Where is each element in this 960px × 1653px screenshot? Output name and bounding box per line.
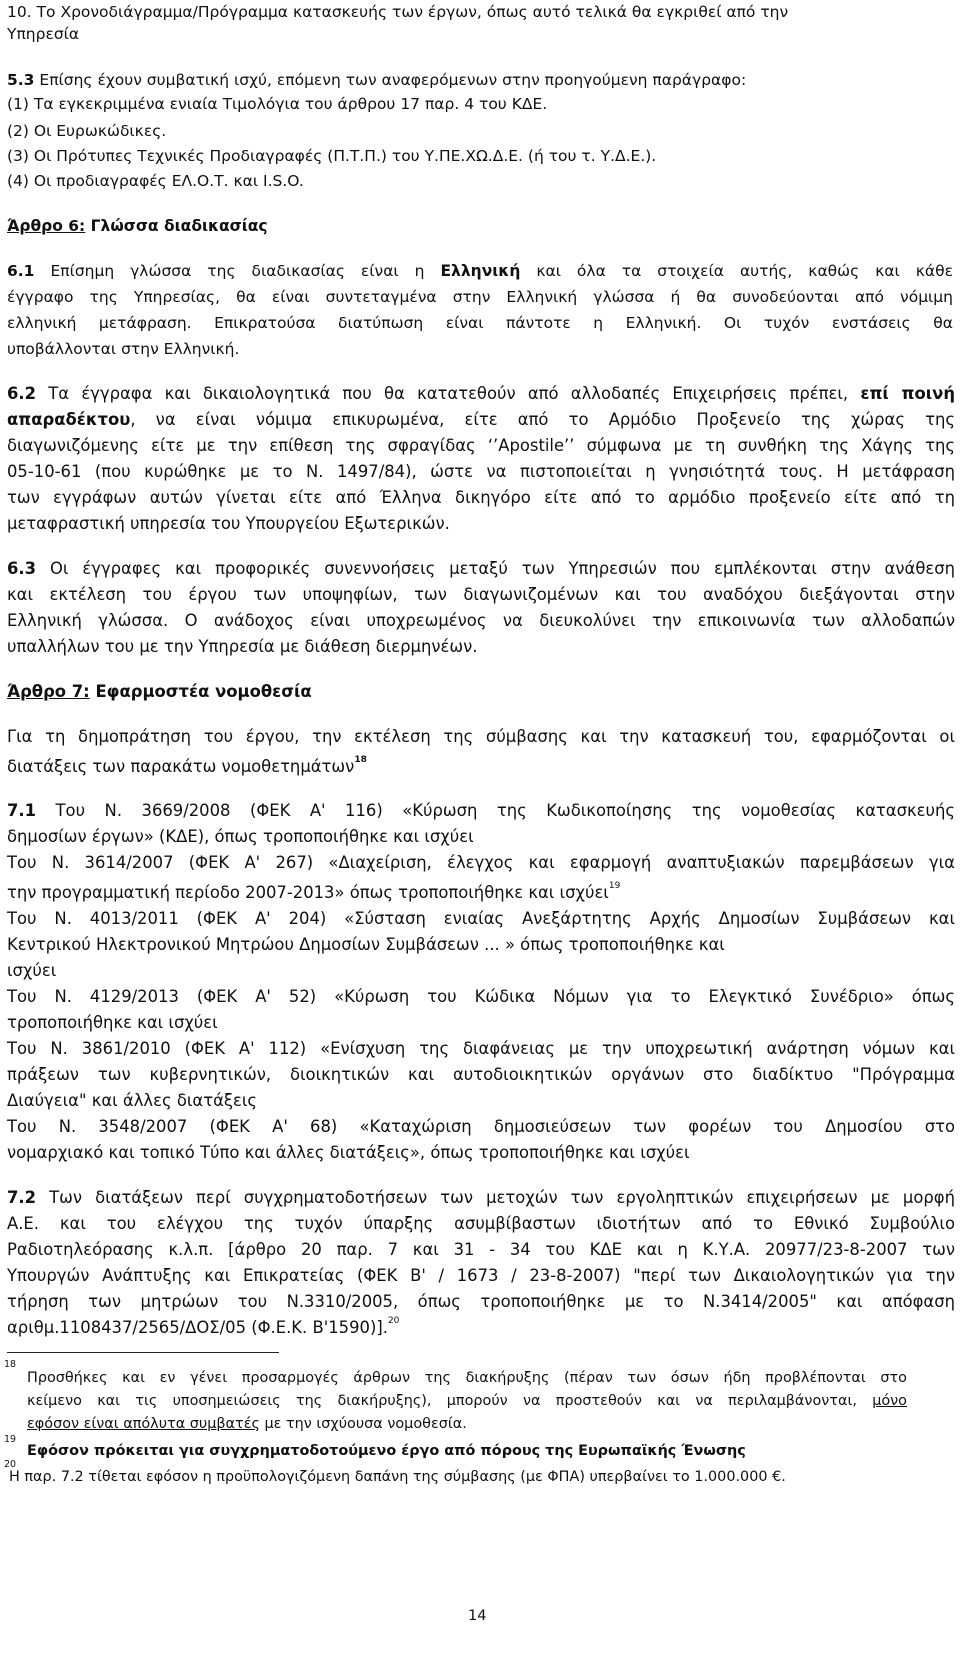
paragraph-7-2-line-2: Α.Ε. και του ελέγχου της τυχόν ύπαρξης ασυμβίβαστων ιδιοτήτων από το Εθνικό Συμβούλιο — [7, 1214, 955, 1233]
footnote-text: κείμενο και τις υποσημειώσεις της διακήρυξης), μπορούν να προστεθούν και να περιλαμβάνονται, — [27, 1393, 873, 1409]
footnote-underlined-text: μόνο — [872, 1393, 907, 1409]
paragraph-7-1-line-13: Του Ν. 3548/2007 (ΦΕΚ Α' 68) «Καταχώριση δημοσιεύσεων των φορέων του Δημοσίου στο — [7, 1117, 955, 1136]
paragraph-5-3-line-1 — [7, 69, 746, 91]
paragraph-7-2-line-5: τήρηση των μητρώων του Ν.3310/2005, όπως τροποποιήθηκε με το Ν.3414/2005" και απόφαση — [7, 1292, 955, 1311]
footnote-20-text: Η παρ. 7.2 τίθεται εφόσον η προϋπολογιζόμενη δαπάνη της σύμβασης (με ΦΠΑ) υπερβαίνει το 1.000.000 €. — [9, 1469, 786, 1485]
paragraph-6-2-line-2 — [7, 409, 955, 431]
paragraph-6-3-line-2: και εκτέλεση του έργου των υποψηφίων, των διαγωνιζομένων και του αναδόχου διεξάγονται στην — [7, 585, 955, 604]
paragraph-text: και όλα τα στοιχεία αυτής, καθώς και κάθε — [520, 262, 953, 280]
footnote-ref-20[interactable]: 20 — [387, 1316, 400, 1326]
footnote-mark-19: 19 — [4, 1434, 17, 1445]
paragraph-7-1-line-3: Του Ν. 3614/2007 (ΦΕΚ Α' 267) «Διαχείριση, έλεγχος και εφαρμογή αναπτυξιακών παρεμβάσεων για — [7, 853, 955, 872]
footnote-ref-19[interactable]: 19 — [608, 881, 621, 891]
paragraph-5-3-line-2: (1) Τα εγκεκριμμένα ενιαία Τιμολόγια του άρθρου 17 παρ. 4 του ΚΔΕ. — [7, 95, 548, 113]
footnote-mark-20: 20 — [4, 1459, 17, 1470]
paragraph-7-1-line-12: Διαύγεια" και άλλες διατάξεις — [7, 1091, 258, 1110]
article-7-heading — [7, 681, 312, 703]
paragraph-7-1-line-1 — [7, 800, 955, 822]
paragraph-7-2-line-4: Υπουργών Ανάπτυξης και Επικρατείας (ΦΕΚ Β' / 1673 / 23-8-2007) "περί των Δικαιολογητικών για την — [7, 1266, 955, 1285]
paragraph-text: Του Ν. 3669/2008 (ΦΕΚ Α' 116) «Κύρωση της Κωδικοποίησης της νομοθεσίας κατασκευής — [36, 801, 955, 820]
paragraph-5-3-line-3: (2) Οι Ευρωκώδικες. — [7, 122, 167, 140]
article-6-heading — [7, 215, 268, 237]
footnote-ref-18[interactable]: 18 — [354, 755, 367, 765]
paragraph-7-1-line-14: νομαρχιακό και τοπικό Τύπο και άλλες διατάξεις», όπως τροποποιήθηκε και ισχύει — [7, 1143, 690, 1162]
paragraph-text: Των διατάξεων περί συγχρηματοδοτήσεων των μετοχών των εργοληπτικών επιχειρήσεων με μορφή — [36, 1188, 955, 1207]
paragraph-7-1-line-11: πράξεων των κυβερνητικών, διοικητικών και αυτοδιοικητικών οργάνων στο διαδίκτυο "Πρόγραμμα — [7, 1065, 955, 1084]
paragraph-7-1-line-5: Του Ν. 4013/2011 (ΦΕΚ Α' 204) «Σύσταση ενιαίας Ανεξάρτητης Αρχής Δημοσίων Συμβάσεων και — [7, 909, 955, 928]
paragraph-6-2-line-5: των εγγράφων αυτών γίνεται είτε από Έλληνα δικηγόρο είτε από το αρμόδιο προξενείο είτε από τη — [7, 488, 955, 507]
footnote-19-text: Εφόσον πρόκειται για συγχρηματοδοτούμενο έργο από πόρους της Ευρωπαϊκής Ένωσης — [27, 1443, 746, 1459]
footnote-18-line-3 — [27, 1414, 467, 1434]
paragraph-number: 6.3 — [7, 559, 37, 578]
paragraph-text: Επίσης έχουν συμβατική ισχύ, επόμενη των αναφερόμενων στην προηγούμενη παράγραφο: — [34, 71, 747, 89]
paragraph-6-2-line-4: 05-10-61 (που κυρώθηκε με το Ν. 1497/84), ώστε να πιστοποιείται η γνησιότητά τους. Η μετάφραση — [7, 462, 955, 481]
paragraph-6-1-line-2: έγγραφο της Υπηρεσίας, θα είναι συντεταγμένα στην Ελληνική γλώσσα ή θα συνοδεύονται από νόμιμη — [7, 288, 953, 306]
paragraph-7-1-line-7: ισχύει — [7, 961, 57, 980]
paragraph-6-2-line-6: μεταφραστική υπηρεσία του Υπουργείου Εξωτερικών. — [7, 514, 450, 533]
paragraph-number: 6.1 — [7, 262, 35, 280]
emphasis-text: Ελληνική — [440, 262, 521, 280]
footnote-18-line-2 — [27, 1391, 907, 1411]
footnote-underlined-text: εφόσον είναι απόλυτα συμβατές — [27, 1416, 260, 1432]
paragraph-6-2-line-1 — [7, 383, 955, 405]
paragraph-number: 6.2 — [7, 384, 37, 403]
footnote-mark-18: 18 — [4, 1359, 17, 1370]
paragraph-5-3-line-4: (3) Οι Πρότυπες Τεχνικές Προδιαγραφές (Π.Τ.Π.) του Υ.ΠΕ.ΧΩ.Δ.Ε. (ή του τ. Υ.Δ.Ε.). — [7, 147, 657, 165]
paragraph-6-1-line-3: ελληνική μετάφραση. Επικρατούσα διατύπωση είναι πάντοτε η Ελληνική. Οι τυχόν ενστάσεις θα — [7, 314, 953, 332]
paragraph-text: την προγραμματική περίοδο 2007-2013» όπως τροποποιήθηκε και ισχύει — [7, 883, 609, 902]
paragraph-6-1-line-4: υποβάλλονται στην Ελληνική. — [7, 340, 240, 358]
paragraph-6-3-line-4: υπαλλήλων του με την Υπηρεσία με διάθεση διερμηνέων. — [7, 637, 478, 656]
paragraph-7-1-line-4 — [7, 882, 620, 904]
article-title: Εφαρμοστέα νομοθεσία — [89, 682, 312, 701]
paragraph-7-1-line-10: Του Ν. 3861/2010 (ΦΕΚ Α' 112) «Ενίσχυση της διαφάνειας με την υποχρεωτική ανάρτηση νόμων και — [7, 1039, 955, 1058]
footnote-text: με την ισχύουσα νομοθεσία. — [259, 1416, 467, 1432]
paragraph-7-1-line-2: δημοσίων έργων» (ΚΔΕ), όπως τροποποιήθηκε και ισχύει — [7, 827, 474, 846]
paragraph-6-2-line-3: διαγωνιζόμενης είτε με την επίθεση της σφραγίδας ‘’Apostile’’ σύμφωνα με τη συνθήκη της Χάγης της — [7, 436, 955, 455]
paragraph-text: αριθμ.1108437/2565/ΔΟΣ/05 (Φ.Ε.Κ. Β'1590)]. — [7, 1318, 388, 1337]
footnote-separator — [7, 1352, 279, 1353]
paragraph-7-1-line-8: Του Ν. 4129/2013 (ΦΕΚ Α' 52) «Κύρωση του Κώδικα Νόμων για το Ελεγκτικό Συνέδριο» όπως — [7, 987, 955, 1006]
paragraph-7-2-line-1 — [7, 1187, 955, 1209]
item-10-line-1: 10. Το Χρονοδιάγραμμα/Πρόγραμμα κατασκευής των έργων, όπως αυτό τελικά θα εγκριθεί από την — [7, 3, 789, 21]
paragraph-text: Τα έγγραφα και δικαιολογητικά που θα κατατεθούν από αλλοδαπές Επιχειρήσεις πρέπει, — [36, 384, 861, 403]
paragraph-7-1-line-9: τροποποιήθηκε και ισχύει — [7, 1013, 218, 1032]
emphasis-text: επί ποινή — [860, 384, 955, 403]
paragraph-7-1-line-6: Κεντρικού Ηλεκτρονικού Μητρώου Δημοσίων Συμβάσεων ... » όπως τροποποιήθηκε και — [7, 935, 725, 954]
article-title: Γλώσσα διαδικασίας — [85, 217, 268, 235]
paragraph-6-3-line-3: Ελληνική γλώσσα. Ο ανάδοχος είναι υποχρεωμένος να διευκολύνει την επικοινωνία των αλλοδαπών — [7, 611, 955, 630]
paragraph-text: , να είναι νόμιμα επικυρωμένα, είτε από το Αρμόδιο Προξενείο της χώρας της — [130, 410, 955, 429]
paragraph-number: 7.2 — [7, 1188, 37, 1207]
paragraph-text: διατάξεις των παρακάτω νομοθετημάτων — [7, 757, 355, 776]
item-10-line-2: Υπηρεσία — [7, 25, 80, 43]
paragraph-text: Οι έγγραφες και προφορικές συνεννοήσεις μεταξύ των Υπηρεσιών που εμπλέκονται στην ανάθεση — [36, 559, 955, 578]
paragraph-7-2-line-6 — [7, 1317, 399, 1339]
paragraph-6-3-line-1 — [7, 558, 955, 580]
paragraph-number: 5.3 — [7, 71, 35, 89]
paragraph-5-3-line-5: (4) Οι προδιαγραφές ΕΛ.Ο.Τ. και I.S.O. — [7, 172, 304, 190]
page-number: 14 — [468, 1608, 487, 1624]
paragraph-text: Επίσημη γλώσσα της διαδικασίας είναι η — [34, 262, 441, 280]
emphasis-text: απαραδέκτου — [7, 410, 131, 429]
paragraph-7-2-line-3: Ραδιοτηλεόρασης κ.λ.π. [άρθρο 20 παρ. 7 και 31 - 34 του ΚΔΕ και η Κ.Υ.Α. 20977/23-8-2007 των — [7, 1240, 955, 1259]
article-label: Άρθρο 7: — [7, 682, 90, 701]
paragraph-number: 7.1 — [7, 801, 37, 820]
article-label: Άρθρο 6: — [7, 217, 86, 235]
article-7-intro-line-1: Για τη δημοπράτηση του έργου, την εκτέλεση της σύμβασης και την κατασκευή του, εφαρμόζονται οι — [7, 727, 955, 746]
footnote-18-line-1: Προσθήκες και εν γένει προσαρμογές άρθρων της διακήρυξης (πέραν των όσων ήδη προβλέπονται στο — [27, 1370, 907, 1386]
article-7-intro-line-2 — [7, 756, 367, 778]
paragraph-6-1-line-1 — [7, 260, 953, 282]
